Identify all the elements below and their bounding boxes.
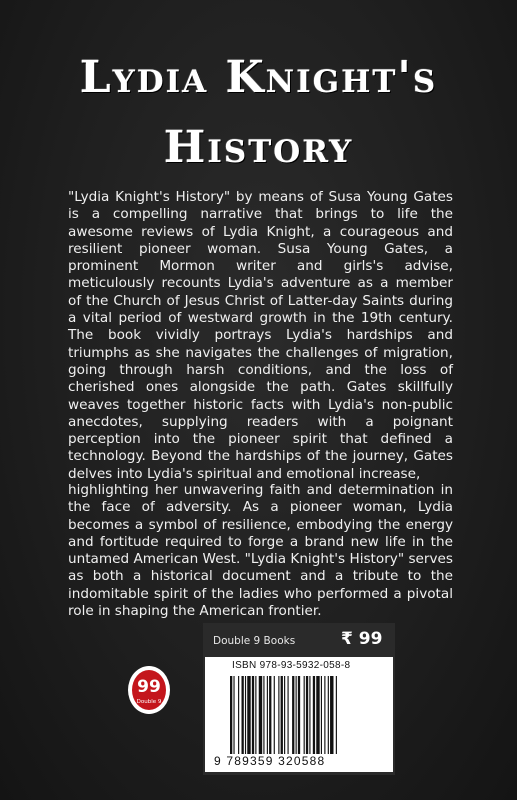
barcode-bar (324, 676, 325, 754)
barcode-bar (267, 676, 268, 754)
barcode-bar (247, 676, 250, 754)
barcode-bar (328, 676, 329, 754)
book-title-line-2: History (163, 122, 354, 173)
barcode-bar (316, 676, 319, 754)
barcode-bar (330, 676, 333, 754)
publisher-name: Double 9 Books (213, 635, 296, 647)
barcode-bar (245, 676, 246, 754)
barcode-bar (296, 676, 297, 754)
barcode-bar (336, 676, 337, 754)
barcode-bar (284, 676, 285, 754)
barcode (230, 676, 380, 754)
barcode-bar (230, 676, 232, 754)
logo-text: Double 9 (136, 699, 162, 705)
synopsis-paragraph-2: highlighting her unwavering faith and determination in the face of adversity. As a pioneer woman, Lydia becomes a symbol of resilience, embodying the energy and fortitude required to forge a brand new life in the untamed American West. "Lydia Knight's History" serves as both a historical document and a tribute to the indomitable spirit of the ladies who performed a pivotal role in shaping the American frontier. (68, 482, 453, 620)
barcode-bar (233, 676, 234, 754)
barcode-bar (263, 676, 264, 754)
barcode-bar (309, 676, 310, 754)
book-title-line-1: Lydia Knight's (79, 52, 438, 103)
barcode-bar (238, 676, 239, 754)
isbn-label: ISBN 978-93-5932-058-8 (232, 660, 351, 671)
barcode-bar (269, 676, 271, 754)
logo-number: 99 (137, 677, 161, 697)
barcode-bar (252, 676, 254, 754)
barcode-bar (292, 676, 294, 754)
barcode-bar (255, 676, 256, 754)
price-label: ₹ 99 (341, 629, 383, 649)
barcode-bar (306, 676, 308, 754)
barcode-bar (278, 676, 279, 754)
barcode-bar (281, 676, 283, 754)
barcode-bar (313, 676, 315, 754)
barcode-bar (259, 676, 262, 754)
publisher-logo (127, 665, 171, 715)
barcode-bar (304, 676, 305, 754)
barcode-bar (242, 676, 244, 754)
synopsis-paragraph-1: "Lydia Knight's History" by means of Susa Young Gates is a compelling narrative that brings to life the awesome reviews of Lydia Knight, a courageous and resilient pioneer woman. Susa Young Gates, a prominent Mormon writer and girls's advise, meticulously recounts Lydia's adventure as a member of the Church of Jesus Christ of Latter-day Saints during a vital period of westward growth in the 19th century. The book vividly portrays Lydia's hardships and triumphs as she navigates the challenges of migration, going through harsh conditions, and the loss of cherished ones alongside the path. Gates skillfully weaves together historic facts with Lydia's non-public anecdotes, supplying readers with a poignant perception into the pioneer spirit that defined a technology. Beyond the hardships of the journey, Gates delves into Lydia's spiritual and emotional increase, (68, 189, 453, 482)
isbn-digits: 9 789359 320588 (214, 754, 326, 768)
barcode-bar (298, 676, 300, 754)
barcode-bar (288, 676, 289, 754)
barcode-bar (321, 676, 322, 754)
barcode-bar (274, 676, 275, 754)
